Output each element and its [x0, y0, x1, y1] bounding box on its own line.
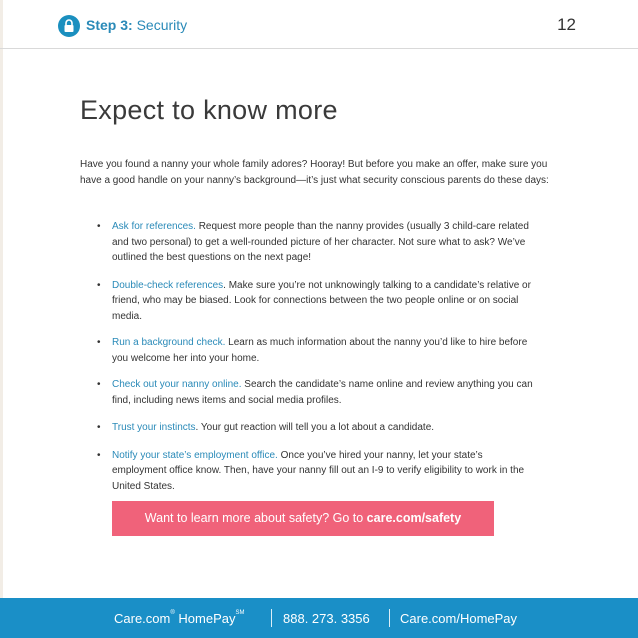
list-item-text: Learn as much information about the nanny you’d like to hire before you welcome her into your home. — [112, 337, 528, 364]
footer-phone[interactable]: 888. 273. 3356 — [283, 611, 370, 626]
bullet-dot: • — [97, 279, 101, 291]
safety-link[interactable]: care.com/safety — [366, 511, 462, 525]
list-item-text: Request more people than the nanny provides (usually 3 child-care related and two personal) to get a well-rounded picture of her character. Not sure what to ask? We’ve outlined the best questions on the next page! — [112, 221, 529, 263]
service-mark: SM — [235, 610, 245, 616]
list-item — [97, 335, 537, 366]
intro-paragraph: Have you found a nanny your whole family adores? Hooray! But before you make an offer, make sure you have a good handle on your nanny’s background—it’s just what security conscious parents do these days: — [80, 159, 549, 186]
list-item-link[interactable]: Double-check references — [112, 279, 224, 291]
footer-url[interactable]: Care.com/HomePay — [400, 611, 518, 626]
list-item-link[interactable]: Run a background check. — [112, 337, 226, 348]
page-edge — [0, 0, 3, 598]
bullet-dot: • — [97, 449, 101, 461]
safety-cta-banner[interactable] — [112, 501, 494, 536]
list-item-link[interactable]: Notify your state’s employment office. — [112, 449, 278, 461]
page-header — [0, 0, 638, 50]
step-label: Step 3: — [86, 17, 133, 33]
list-item-link[interactable]: Trust your instincts — [112, 422, 196, 433]
registered-mark: ® — [170, 610, 175, 616]
tips-list — [97, 219, 537, 494]
bullet-dot: • — [97, 379, 101, 390]
list-item — [97, 219, 537, 266]
cta-text: Want to learn more about safety? Go to — [144, 511, 367, 525]
list-item-text: Search the candidate’s name online and review anything you can find, including news items and social media profiles. — [112, 379, 533, 406]
page-number: 12 — [557, 15, 576, 34]
step-name: Security — [136, 17, 188, 33]
list-item-link[interactable]: Ask for references. — [112, 221, 196, 232]
list-item-text: . Your gut reaction will tell you a lot about a candidate. — [195, 422, 435, 433]
list-item — [97, 420, 537, 436]
list-item-link[interactable]: Check out your nanny online. — [112, 379, 242, 390]
footer-brand — [114, 611, 244, 626]
list-item-text: Once you’ve hired your nanny, let your state’s employment office know. Then, have your nanny fill out an I-9 to verify eligibility to work in the United States. — [112, 449, 525, 492]
list-item — [97, 278, 537, 325]
brand-carecom: Care.com — [114, 611, 171, 626]
page-title: Expect to know more — [80, 95, 338, 125]
list-item — [97, 377, 537, 408]
page-footer — [0, 598, 638, 638]
header-divider — [0, 48, 638, 49]
list-item-text: . Make sure you’re not unknowingly talking to a candidate’s relative or friend, who may be biased. Look for connections between the two people online or on social media. — [112, 279, 531, 322]
footer-divider — [389, 609, 390, 627]
footer-divider — [271, 609, 272, 627]
brand-homepay: HomePay — [178, 611, 236, 626]
bullet-dot: • — [97, 221, 101, 232]
lock-icon — [58, 15, 80, 37]
list-item — [97, 448, 537, 495]
step-indicator — [86, 17, 187, 33]
bullet-dot: • — [97, 337, 101, 348]
bullet-dot: • — [97, 422, 101, 433]
